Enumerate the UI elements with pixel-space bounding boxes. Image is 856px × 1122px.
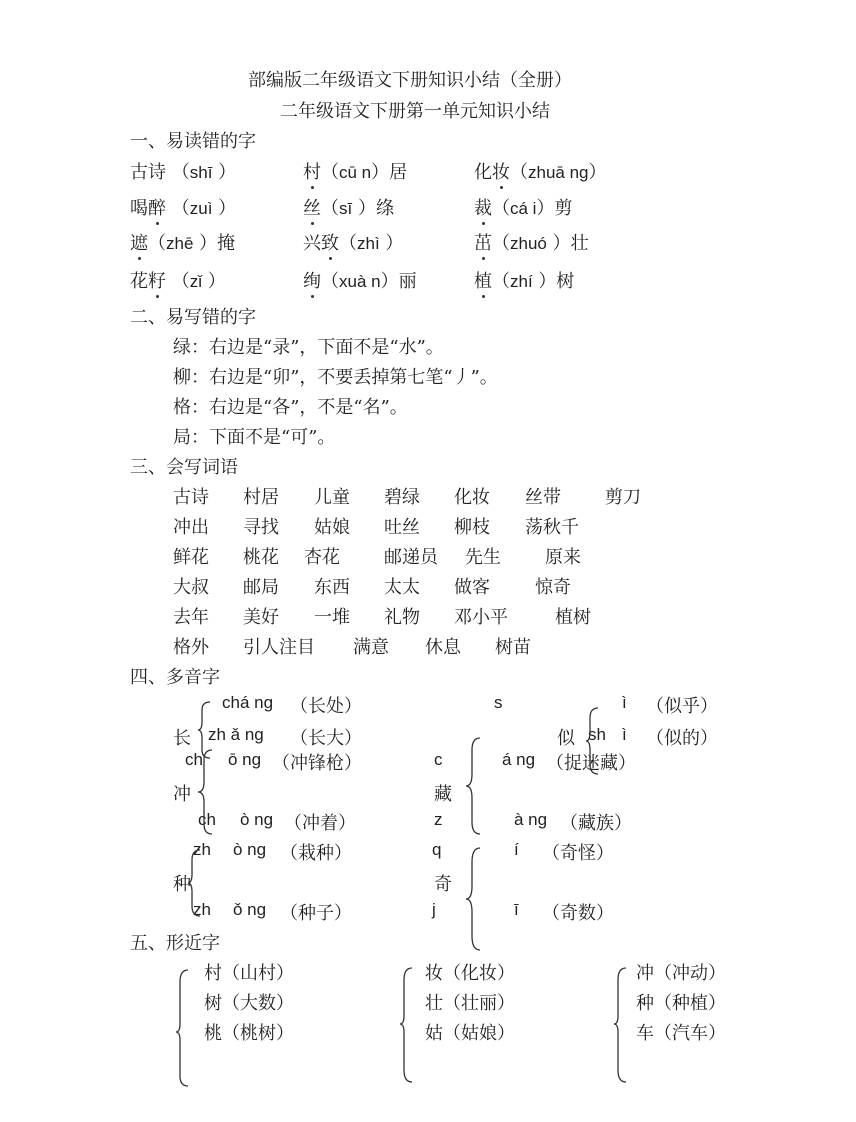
vocab-word: 儿童 [314,487,350,508]
pinyin: í [514,840,519,859]
text: ） [588,162,607,183]
pinyin: ì [622,693,627,712]
word: （长大） [290,728,362,749]
reading-item [474,194,572,220]
rule-line: 柳：右边是“卯”，不要丢掉第七笔“丿”。 [173,367,498,388]
target-char: 籽 [148,271,166,292]
rule-line: 绿：右边是“录”，下面不是“水”。 [173,337,444,358]
text: 喝 [130,198,148,219]
vocab-word: 吐丝 [384,517,420,538]
polyphone-char: 藏 [434,784,452,805]
polyphone-char: 长 [173,728,191,749]
text: 花 [130,271,148,292]
similar-char: 妆（化妆） [425,963,515,984]
text: （ [166,271,190,292]
polyphone-char: 奇 [434,874,452,895]
word: （捉迷藏） [546,753,636,774]
section1-heading: 一、易读错的字 [130,131,256,152]
polyphone-char: 冲 [173,784,191,805]
brace-icon [466,846,482,952]
vocab-word: 邮局 [243,577,279,598]
text: （ [148,233,166,254]
vocab-word: 古诗 [173,487,209,508]
text: ）壮 [546,233,589,254]
pinyin: ch [185,750,203,769]
similar-char: 村（山村） [204,963,294,984]
pinyin: cá i [510,199,537,218]
word: （冲锋枪） [272,753,362,774]
text: ）剪 [536,198,573,219]
target-char: 村 [303,162,321,183]
reading-item [303,267,417,293]
pinyin: zhí [510,272,533,291]
vocab-word: 格外 [173,637,209,658]
pinyin: zh [193,840,211,859]
pinyin: sh [588,725,606,744]
text: ）丽 [380,271,417,292]
pinyin: cū n [339,163,372,182]
pinyin: j [432,900,436,919]
vocab-word: 植树 [555,607,591,628]
vocab-word: 大叔 [173,577,209,598]
vocab-word: 邮递员 [384,547,438,568]
vocab-word: 寻找 [243,517,279,538]
word: （种子） [280,903,352,924]
vocab-word: 去年 [173,607,209,628]
pinyin: zhì [357,234,380,253]
text: ） [202,271,226,292]
pinyin: zhē [166,234,194,253]
text: 化 [474,162,492,183]
target-char: 醉 [148,198,166,219]
pinyin: ò ng [240,810,274,829]
word: （长处） [290,696,362,717]
word: （栽种） [280,843,352,864]
text: ）居 [371,162,408,183]
target-char: 致 [321,233,339,254]
section4-heading: 四、多音字 [130,667,220,688]
reading-item [130,158,236,184]
pinyin: zhuó [510,234,547,253]
text: ） [212,198,237,219]
vocab-word: 美好 [243,607,279,628]
vocab-word: 太太 [384,577,420,598]
word: （似的） [646,728,718,749]
similar-char: 姑（姑娘） [425,1023,515,1044]
rule-line: 格：右边是“各”，不是“名”。 [173,397,408,418]
vocab-word: 剪刀 [605,487,641,508]
similar-char: 车（汽车） [636,1023,726,1044]
pinyin: ò ng [233,840,267,859]
vocab-word: 满意 [353,637,389,658]
vocab-word: 邓小平 [454,607,508,628]
rule-line: 局：下面不是“可”。 [173,427,336,448]
reading-item [130,194,236,220]
target-char: 茁 [474,233,492,254]
text: ）树 [532,271,575,292]
vocab-word: 礼物 [384,607,420,628]
pinyin: ǒ ng [233,900,267,919]
text: （ [321,271,339,292]
text: （ [321,162,339,183]
vocab-word: 桃花 [243,547,279,568]
target-char: 遮 [130,233,148,254]
brace-icon [466,736,482,836]
pinyin: zhuā ng [528,163,589,182]
pinyin: xuà n [339,272,381,291]
vocab-word: 杏花 [304,547,340,568]
pinyin: à ng [514,810,548,829]
polyphone-char: 似 [557,728,575,749]
word: （似乎） [646,696,718,717]
pinyin: z [434,810,443,829]
similar-char: 冲（冲动） [636,963,726,984]
vocab-word: 姑娘 [314,517,350,538]
brace-icon [176,968,190,1088]
brace-icon [614,966,628,1084]
text: （ [492,271,510,292]
word: （冲着） [284,813,356,834]
brace-icon [188,848,202,918]
target-char: 丝 [303,198,321,219]
text: ）绦 [352,198,394,219]
similar-char: 种（种植） [636,993,726,1014]
section5-heading: 五、形近字 [130,933,220,954]
polyphone-char: 种 [173,874,191,895]
vocab-word: 荡秋千 [525,517,579,538]
pinyin: shī [189,163,213,182]
text: ）掩 [193,233,236,254]
vocab-word: 柳枝 [454,517,490,538]
word: （奇怪） [542,843,614,864]
text: （ [510,162,528,183]
reading-item [303,158,407,184]
vocab-word: 做客 [454,577,490,598]
brace-icon [198,748,214,836]
brace-icon [400,966,414,1084]
vocab-word: 鲜花 [173,547,209,568]
text: ） [379,233,404,254]
reading-item [474,158,607,184]
vocab-word: 村居 [243,487,279,508]
section2-heading: 二、易写错的字 [130,307,256,328]
text: （ [321,198,339,219]
similar-char: 树（大数） [204,993,294,1014]
pinyin: sī [339,199,353,218]
reading-item [474,267,574,293]
vocab-word: 惊奇 [535,577,571,598]
reading-item [303,194,394,220]
vocab-word: 丝带 [525,487,561,508]
vocab-word: 树苗 [495,637,531,658]
pinyin: q [432,840,442,859]
pinyin: á ng [502,750,536,769]
text: ） [212,162,237,183]
text: （ [492,233,510,254]
pinyin: s [494,693,503,712]
pinyin: zh [193,900,211,919]
text: （ [492,198,510,219]
vocab-word: 引人注目 [243,637,315,658]
pinyin: c [434,750,443,769]
target-char: 裁 [474,198,492,219]
text: （ [339,233,357,254]
vocab-word: 原来 [545,547,581,568]
text: 兴 [303,233,321,254]
word: （奇数） [542,903,614,924]
pinyin: ì [622,725,627,744]
word: （藏族） [560,813,632,834]
text: （ [166,198,190,219]
reading-item [130,229,235,255]
reading-item [474,229,589,255]
pinyin: ī [514,900,519,919]
target-char: 植 [474,271,492,292]
section3-heading: 三、会写词语 [130,457,238,478]
vocab-word: 化妆 [454,487,490,508]
vocab-word: 碧绿 [384,487,420,508]
vocab-word: 先生 [465,547,501,568]
pinyin: zuì [189,199,213,218]
pinyin: zǐ [189,272,203,291]
pinyin: ō ng [228,750,262,769]
vocab-word: 冲出 [173,517,209,538]
target-char: 妆 [492,162,510,183]
page-title: 部编版二年级语文下册知识小结（全册） [248,70,572,91]
pinyin: ch [198,810,216,829]
vocab-word: 东西 [314,577,350,598]
similar-char: 桃（桃树） [204,1023,294,1044]
reading-item [130,267,226,293]
unit-title: 二年级语文下册第一单元知识小结 [280,101,550,122]
vocab-word: 一堆 [314,607,350,628]
text: 古诗 （ [130,162,190,183]
pinyin: zh ǎ ng [208,725,264,744]
reading-item [303,229,403,255]
pinyin: chá ng [222,693,274,712]
similar-char: 壮（壮丽） [425,993,515,1014]
target-char: 绚 [303,271,321,292]
vocab-word: 休息 [425,637,461,658]
